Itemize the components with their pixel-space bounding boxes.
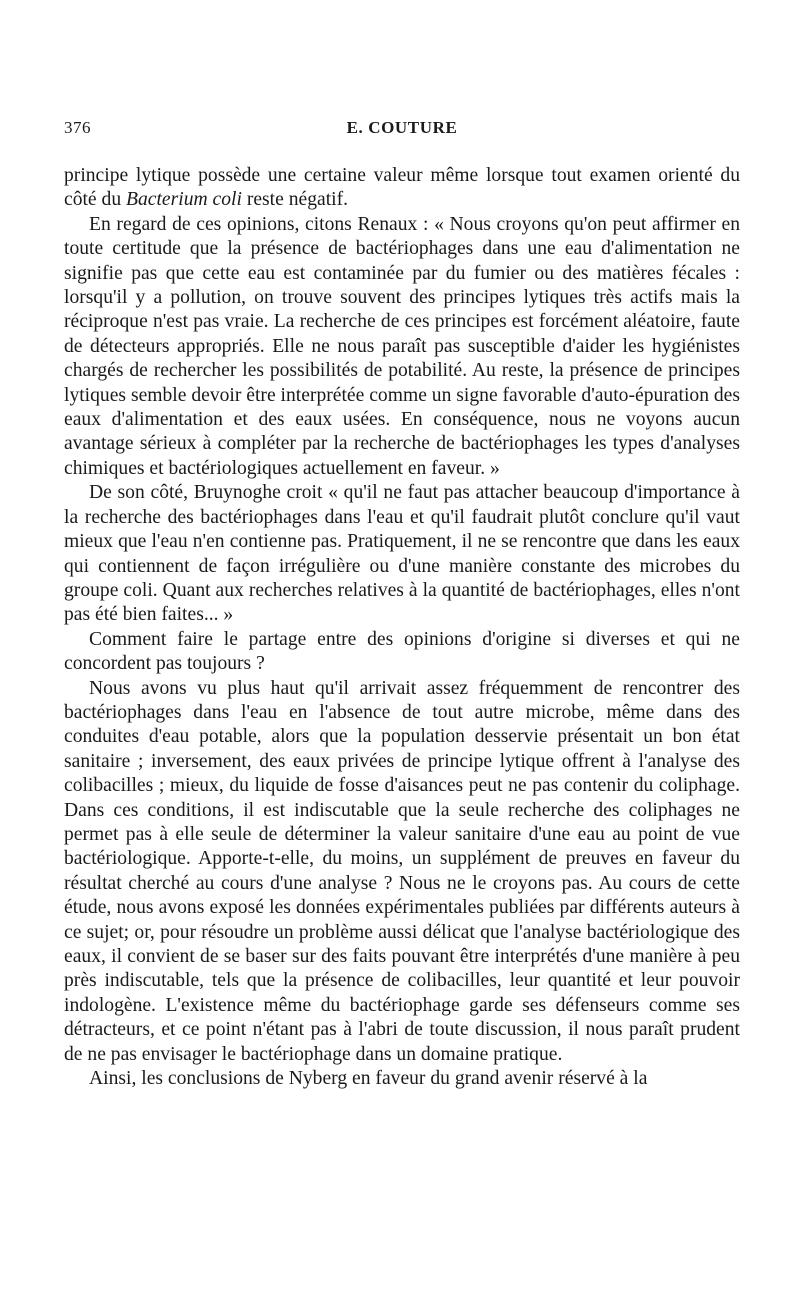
- paragraph-conclusion-start: Ainsi, les conclusions de Nyberg en faveur du grand avenir réservé à la: [89, 1068, 648, 1090]
- paragraph-text: principe lytique possède une certaine valeur même lorsque tout examen orienté du côté du: [64, 165, 740, 211]
- running-head: [64, 118, 740, 142]
- italic-term: Bacterium coli: [126, 189, 242, 211]
- header-author: E. COUTURE: [346, 118, 458, 137]
- page-number: 376: [64, 118, 91, 137]
- paragraph-continuation: [64, 164, 740, 213]
- paragraph-renaux-quote: En regard de ces opinions, citons Renaux : « Nous croyons qu'on peut affirmer en toute certitude que la présence de bactériophages dans une eau d'alimentation ne signifie pas que cette eau est contaminée par du fumier ou des matières fécales : lorsqu'il y a pollution, on trouve souvent des principes lytiques très actifs mais la réciproque n'est pas vraie. La recherche de ces principes est forcément aléatoire, faute de détecteurs appropriés. Elle ne nous paraît pas susceptible d'aider les hygiénistes chargés de rechercher les possibilités de potabilité. Au reste, la présence de principes lytiques semble devoir être interprétée comme un signe favorable d'auto-épuration des eaux d'alimentation et des eaux usées. En conséquence, nous ne voyons aucun avantage sérieux à compléter par la recherche de bactériophages les types d'analyses chimiques et bactériologiques actuellement en faveur. »: [64, 213, 741, 479]
- paragraph-discussion: Nous avons vu plus haut qu'il arrivait assez fréquemment de rencontrer des bactériophages dans l'eau en l'absence de tout autre microbe, même dans des conduites d'eau potable, alors que la population desservie présentait un bon état sanitaire ; inversement, des eaux privées de principe lytique offrent à l'analyse des colibacilles ; mieux, du liquide de fosse d'aisances peut ne pas contenir du coliphage. Dans ces conditions, il est indiscutable que la seule recherche des coliphages ne permet pas à elle seule de déterminer la valeur sanitaire d'une eau au point de vue bactériologique. Apporte-t-elle, du moins, un supplément de preuves en faveur du résultat cherché au cours d'une analyse ? Nous ne le croyons pas. Au cours de cette étude, nous avons exposé les données expérimentales publiées par différents auteurs à ce sujet; or, pour résoudre un problème aussi délicat que l'analyse bactériologique des eaux, il convient de se baser sur des faits pouvant être interprétés d'une manière à peu près indiscutable, tels que la présence de colibacilles, leur quantité et leur pouvoir indologène. L'existence même du bactériophage garde ses défenseurs comme ses détracteurs, et ce point n'étant pas à l'abri de toute discussion, il nous paraît prudent de ne pas envisager le bactériophage dans un domaine pratique.: [64, 677, 740, 1065]
- paragraph-text: reste négatif.: [241, 189, 349, 211]
- body-text: [64, 164, 740, 1091]
- paragraph-question: Comment faire le partage entre des opinions d'origine si diverses et qui ne concordent pas toujours ?: [64, 628, 740, 675]
- document-page: [64, 118, 740, 1091]
- paragraph-bruynoghe-quote: De son côté, Bruynoghe croit « qu'il ne faut pas attacher beaucoup d'importance à la recherche des bactériophages dans l'eau et qu'il faudrait plutôt conclure qu'il vaut mieux que l'eau n'en contienne pas. Pratiquement, il ne se rencontre que dans les eaux qui contiennent de façon irrégulière ou d'une manière constante des microbes du groupe coli. Quant aux recherches relatives à la quantité de bactériophages, elles n'ont pas été bien faites... »: [64, 482, 740, 626]
